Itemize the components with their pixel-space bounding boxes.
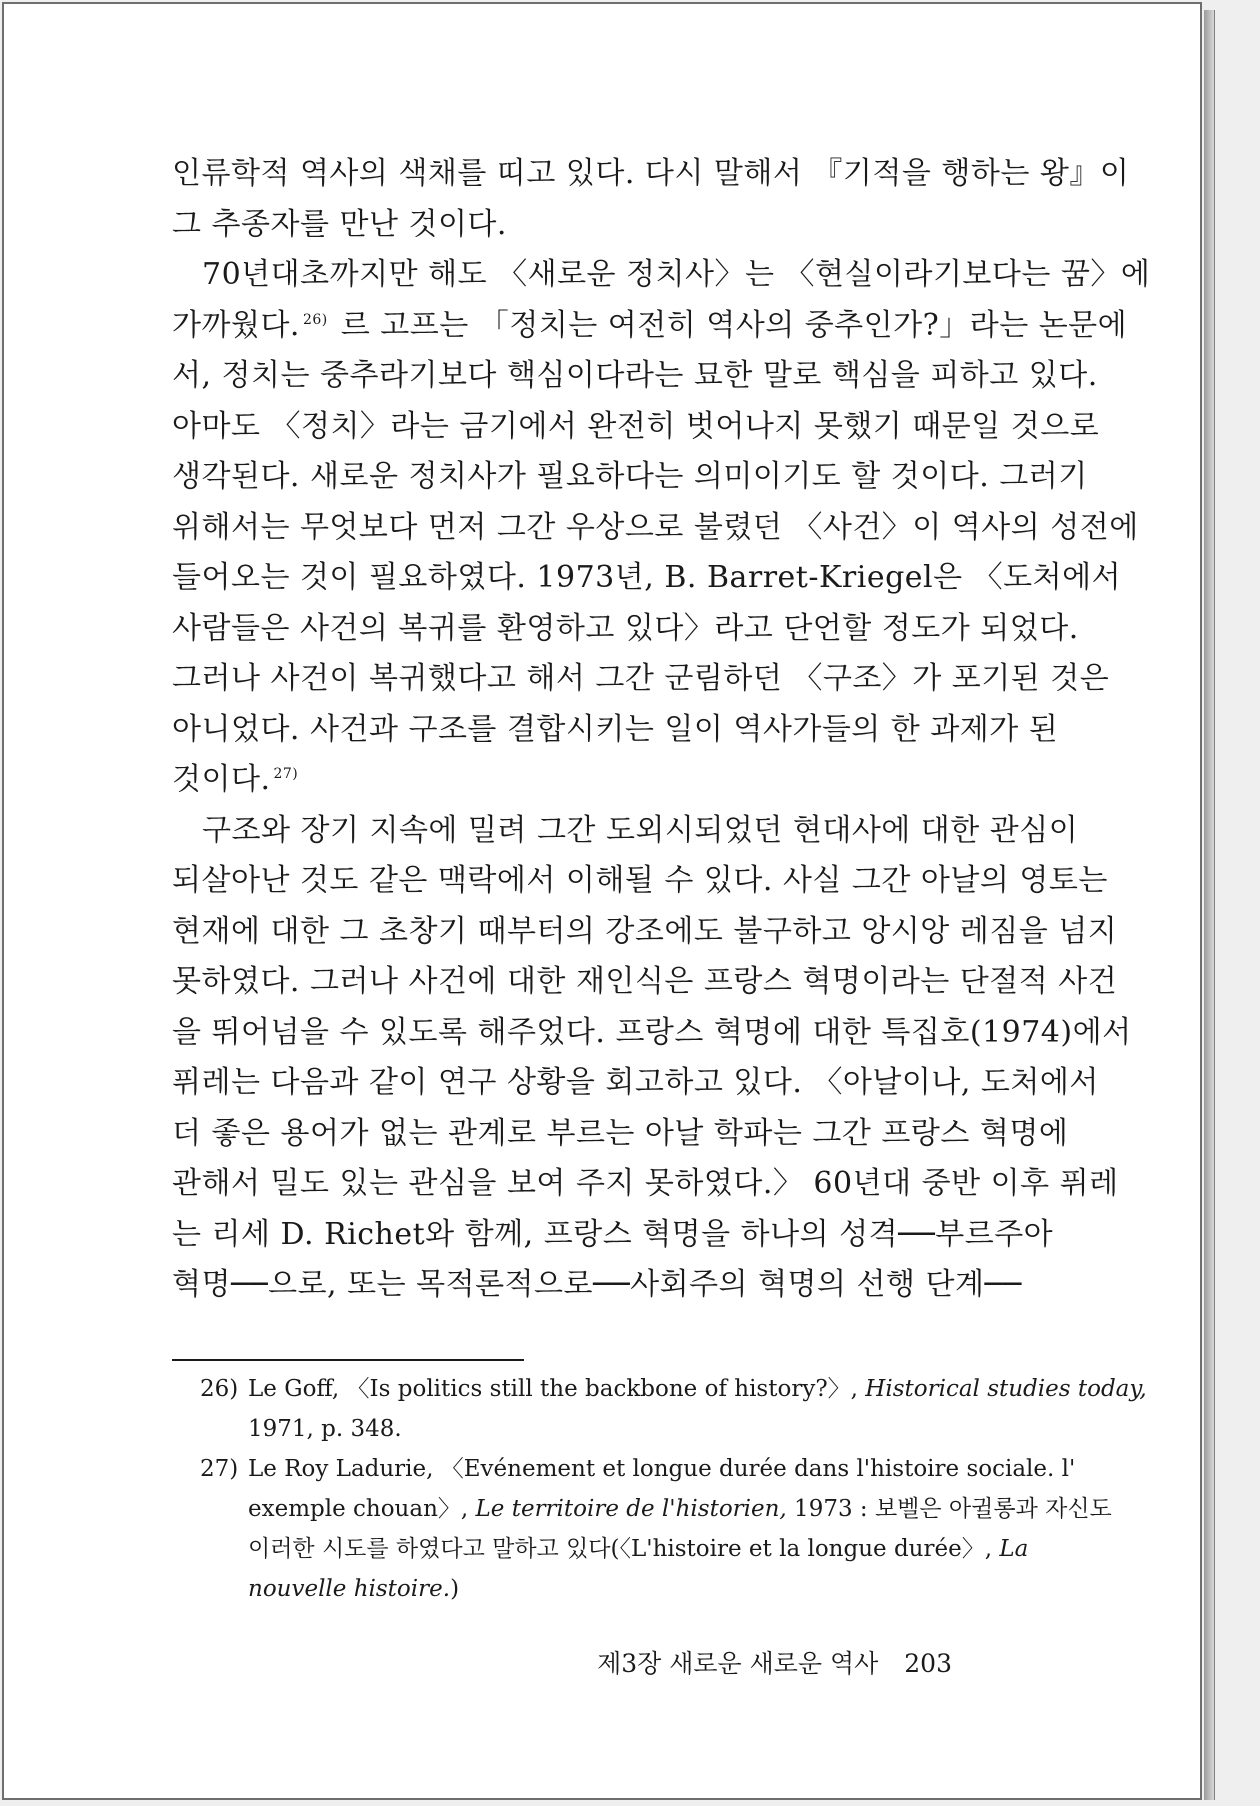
text-line: [172, 957, 1118, 1008]
footnote-number: 26): [200, 1376, 239, 1402]
footnote-text: Le Roy Ladurie, 〈Evénement et longue durée dans l'histoire sociale. l': [248, 1456, 1076, 1482]
body-text: [172, 149, 1151, 1311]
text-line-content: 더 좋은 용어가 없는 관계로 부르는 아날 학파는 그간 프랑스 혁명에: [172, 1115, 1069, 1151]
footnotes: [200, 1369, 1147, 1609]
text-line: [172, 1109, 1069, 1160]
footnote-line: [248, 1489, 1112, 1529]
text-line: [172, 200, 1042, 251]
footnote-text: 1973 : 보벨은 아귈롱과 자신도: [786, 1496, 1112, 1522]
text-line-content: 혁명──으로, 또는 목적론적으로──사회주의 혁명의 선행 단계──: [172, 1267, 1022, 1302]
text-line: [172, 1008, 1132, 1059]
text-line-content: 들어오는 것이 필요하였다. 1973년, B. Barret-Kriegel은 〈도처에서: [172, 560, 1122, 595]
footnote-text: ): [450, 1576, 460, 1602]
text-line-content: 인류학적 역사의 색채를 띠고 있다. 다시 말해서 『기적을 행하는 왕』이: [172, 156, 1130, 191]
text-line-content: 관해서 밀도 있는 관심을 보여 주지 못하였다.〉 60년대 중반 이후 퓌레: [172, 1166, 1119, 1201]
footnote-text: 이러한 시도를 하였다고 말하고 있다(〈L'histoire et la longue durée〉,: [248, 1536, 1000, 1562]
text-line: [172, 907, 1118, 958]
text-line: [172, 553, 1122, 604]
footnote-line: [248, 1529, 1046, 1569]
text-line-content: 퓌레는 다음과 같이 연구 상황을 회고하고 있다. 〈아날이나, 도처에서: [172, 1065, 1099, 1100]
text-line-content: 구조와 장기 지속에 밀려 그간 도외시되었던 현대사에 대한 관심이: [202, 812, 1079, 848]
footnote-ref: 27): [273, 766, 299, 782]
text-line-content: 사람들은 사건의 복귀를 환영하고 있다〉라고 단언할 정도가 되었다.: [172, 610, 1079, 646]
footnote-ref: 26): [302, 311, 328, 328]
text-line-content: 되살아난 것도 같은 맥락에서 이해될 수 있다. 사실 그간 아날의 영토는: [172, 863, 1108, 898]
text-line-content: 생각된다. 새로운 정치사가 필요하다는 의미이기도 할 것이다. 그러기: [172, 459, 1088, 494]
text-line-content: 것이다.: [172, 762, 271, 797]
text-line: [172, 1058, 1099, 1109]
footnote-title: Historical studies today,: [865, 1376, 1147, 1402]
text-line-content: 는 리세 D. Richet와 함께, 프랑스 혁명을 하나의 성격──부르주아: [172, 1216, 1054, 1252]
text-line-content: 아니었다. 사건과 구조를 결합시키는 일이 역사가들의 한 과제가 된: [172, 711, 1059, 747]
book-page: [2, 2, 1202, 1800]
footnote-title: Le territoire de l'historien,: [475, 1496, 787, 1522]
text-line: [172, 1260, 1042, 1311]
text-line-content: 서, 정치는 중추라기보다 핵심이다라는 묘한 말로 핵심을 피하고 있다.: [172, 358, 1098, 393]
text-line: [172, 301, 1128, 352]
text-line-content: 못하였다. 그러나 사건에 대한 재인식은 프랑스 혁명이라는 단절적 사건: [172, 964, 1118, 999]
text-line-content: 을 뛰어넘을 수 있도록 해주었다. 프랑스 혁명에 대한 특집호(1974)에서: [172, 1014, 1132, 1050]
footnote: [200, 1449, 1112, 1609]
text-line-content: 그러나 사건이 복귀했다고 해서 그간 군림하던 〈구조〉가 포기된 것은: [172, 661, 1110, 696]
text-line-content: 그 추종자를 만난 것이다.: [172, 206, 507, 242]
text-line: [172, 806, 1079, 857]
footnote-text: 1971, p. 348.: [248, 1416, 402, 1442]
text-line: [172, 452, 1088, 503]
footnote-line: [248, 1409, 1046, 1449]
page-edge-shadow: [1204, 10, 1215, 1800]
footnote-line: [248, 1449, 1076, 1489]
running-footer: [597, 1644, 952, 1680]
footnote: [200, 1369, 1147, 1449]
footnote-rule: [172, 1359, 524, 1361]
text-line: [172, 503, 1139, 554]
text-line: [172, 402, 1100, 453]
text-line-content: 70년대초까지만 해도 〈새로운 정치사〉는 〈현실이라기보다는 꿈〉에: [202, 257, 1151, 292]
text-line: [172, 351, 1098, 402]
chapter-title: 제3장 새로운 새로운 역사: [597, 1649, 879, 1678]
footnote-title: nouvelle histoire.: [248, 1576, 451, 1602]
text-line: [172, 705, 1059, 756]
text-line: [172, 856, 1108, 907]
text-line: [172, 755, 1042, 806]
text-line: [172, 1159, 1119, 1210]
footnote-text: Le Goff, 〈Is politics still the backbone of history?〉,: [248, 1376, 866, 1402]
page-number: 203: [904, 1649, 952, 1678]
text-line-content: 현재에 대한 그 초창기 때부터의 강조에도 불구하고 앙시앙 레짐을 넘지: [172, 913, 1118, 949]
text-line-content: 아마도 〈정치〉라는 금기에서 완전히 벗어나지 못했기 때문일 것으로: [172, 408, 1100, 444]
footnote-line: [248, 1569, 1046, 1609]
text-line-continuation: 르 고프는 「정치는 여전히 역사의 중추인가?」라는 논문에: [330, 307, 1128, 343]
footnote-number: 27): [200, 1456, 239, 1482]
text-line-content: 가까웠다.: [172, 307, 300, 343]
text-line: [172, 1210, 1054, 1261]
footnote-title: La: [999, 1536, 1029, 1562]
text-line-content: 위해서는 무엇보다 먼저 그간 우상으로 불렸던 〈사건〉이 역사의 성전에: [172, 509, 1139, 545]
text-line: [172, 654, 1110, 705]
footnote-text: exemple chouan〉,: [248, 1496, 476, 1522]
text-line: [172, 149, 1130, 200]
footnote-line: [248, 1369, 1147, 1409]
text-line: [172, 604, 1079, 655]
text-line: [172, 250, 1151, 301]
